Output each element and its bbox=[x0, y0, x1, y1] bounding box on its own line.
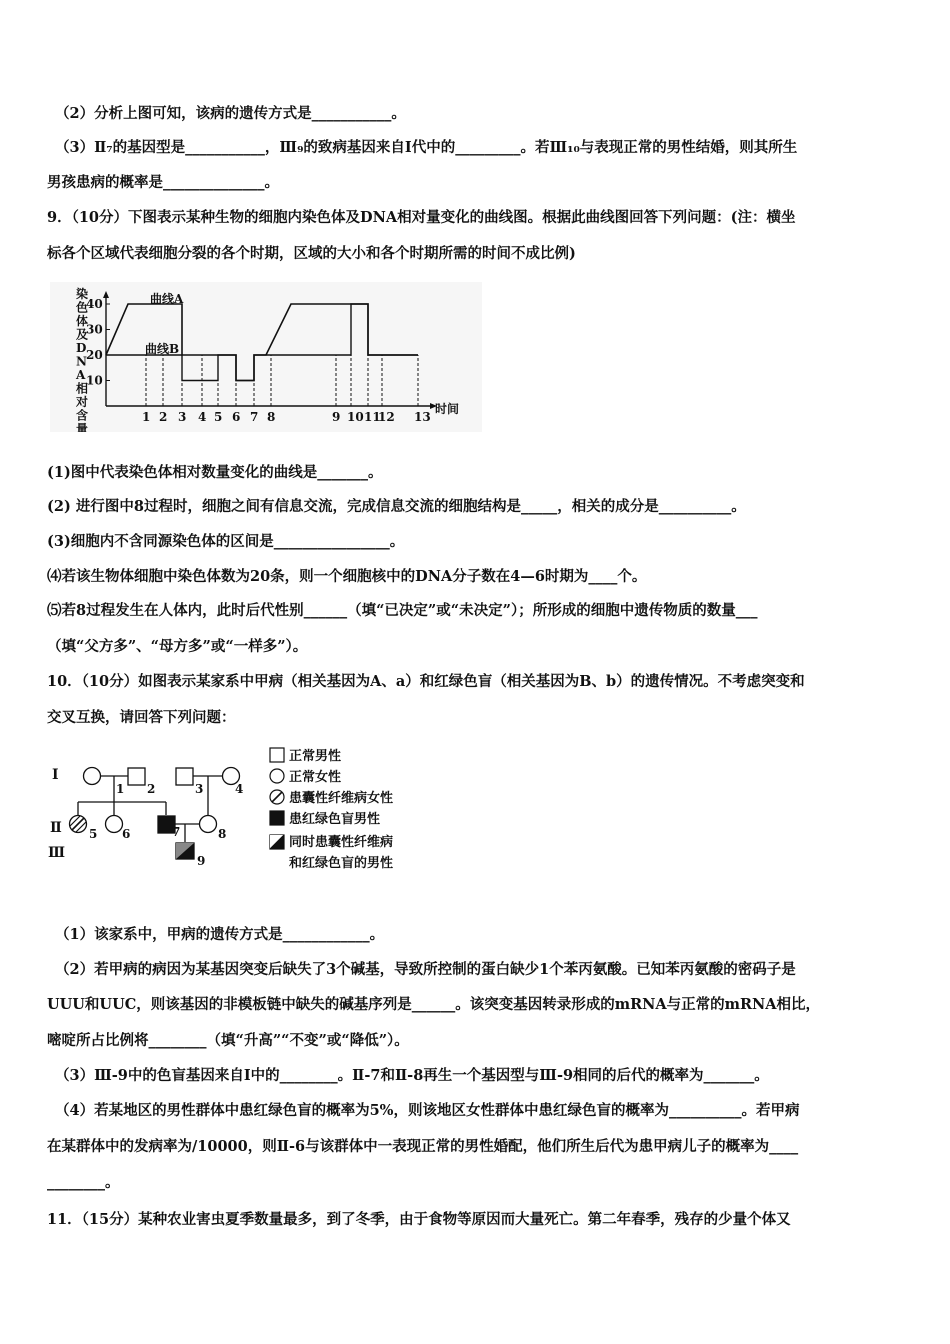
y-axis-label-char: 量 bbox=[76, 422, 89, 432]
x-tick-label: 8 bbox=[267, 410, 276, 424]
q10-q2-line1: （2）若甲病的病因为某基因突变后缺失了3个碱基，导致所控制的蛋白缺少1个苯丙氨酸。已知苯丙氨酸的密码子是 bbox=[55, 961, 796, 978]
x-tick-label: 1 bbox=[142, 410, 151, 424]
x-tick-label: 9 bbox=[332, 410, 341, 424]
q9-stem-line1: 9．（10分）下图表示某种生物的细胞内染色体及DNA相对量变化的曲线图。根据此曲线图回答下列问题：(注：横坐 bbox=[47, 209, 796, 226]
y-axis-label-char: A bbox=[76, 368, 86, 382]
q9-q1: (1)图中代表染色体相对数量变化的曲线是_______。 bbox=[47, 464, 383, 481]
x-tick-label: 11 bbox=[364, 410, 381, 424]
id-8: 8 bbox=[218, 827, 227, 841]
q10-q4-line3: ________。 bbox=[47, 1174, 120, 1191]
legend-normal-female: 正常女性 bbox=[289, 770, 342, 785]
y-tick-label: 40 bbox=[86, 297, 103, 311]
q10-q4-line1: （4）若某地区的男性群体中患红绿色盲的概率为5%，则该地区女性群体中患红绿色盲的概率为__________。若甲病 bbox=[55, 1102, 800, 1119]
y-axis-label-char: 对 bbox=[76, 395, 89, 409]
x-tick-label: 10 bbox=[347, 410, 364, 424]
series-b-label: 曲线B bbox=[145, 342, 180, 356]
q9-q5-line1: ⑸若8过程发生在人体内，此时后代性别______（填“已决定”或“未决定”）；所形成的细胞中遗传物质的数量___ bbox=[47, 602, 758, 619]
q9-stem-line2: 标各个区域代表细胞分裂的各个时期，区域的大小和各个时期所需的时间不成比例) bbox=[47, 245, 576, 262]
y-tick-label: 30 bbox=[86, 322, 103, 337]
legend-normal-male: 正常男性 bbox=[289, 749, 342, 764]
individual-II-6 bbox=[106, 816, 123, 833]
legend-both-line1: 同时患囊性纤维病 bbox=[289, 835, 394, 850]
id-5: 5 bbox=[89, 827, 98, 841]
legend-colorblind-male: 患红绿色盲男性 bbox=[289, 812, 381, 827]
x-tick-label: 3 bbox=[178, 410, 187, 424]
x-tick-label: 2 bbox=[159, 410, 168, 424]
x-tick-label: 6 bbox=[232, 410, 241, 424]
x-tick-label: 7 bbox=[250, 410, 259, 424]
q9-q2: (2) 进行图中8过程时，细胞之间有信息交流，完成信息交流的细胞结构是_____，相关的成分是__________。 bbox=[47, 498, 746, 515]
legend-normal-male-icon bbox=[270, 748, 284, 762]
y-axis-label-char: 色 bbox=[76, 300, 89, 315]
q8-part3-line1: （3）Ⅱ₇的基因型是___________，Ⅲ₉的致病基因来自Ⅰ代中的_________。若Ⅲ₁₀与表现正常的男性结婚，则其所生 bbox=[55, 139, 798, 156]
individual-I-2 bbox=[128, 768, 145, 785]
q10-stem-line1: 10．（10分）如图表示某家系中甲病（相关基因为A、a）和红绿色盲（相关基因为B、b）的遗传情况。不考虑突变和 bbox=[47, 673, 805, 690]
y-axis-label-char: 相 bbox=[76, 381, 89, 396]
pedigree-svg bbox=[48, 742, 448, 882]
q9-chart-svg bbox=[50, 282, 482, 432]
individual-II-8 bbox=[200, 816, 217, 833]
y-axis-label-char: N bbox=[76, 354, 87, 369]
q10-q2-line3: 嘧啶所占比例将________（填“升高”“不变”或“降低”）。 bbox=[47, 1032, 409, 1049]
x-axis-label: 时间 bbox=[435, 402, 460, 416]
id-1: 1 bbox=[116, 782, 125, 796]
id-4: 4 bbox=[235, 782, 244, 796]
legend-both-line2: 和红绿色盲的男性 bbox=[289, 856, 394, 871]
id-9: 9 bbox=[197, 854, 206, 868]
q9-chart bbox=[50, 282, 482, 432]
id-3: 3 bbox=[195, 782, 204, 796]
y-axis-label-char: 染 bbox=[76, 287, 89, 301]
individual-I-3 bbox=[176, 768, 193, 785]
q10-stem-line2: 交叉互换，请回答下列问题： bbox=[47, 709, 236, 726]
y-tick-label: 10 bbox=[86, 373, 103, 388]
q10-q3: （3）Ⅲ-9中的色盲基因来自Ⅰ中的________。Ⅱ-7和Ⅱ-8再生一个基因型与Ⅲ-9相同的后代的概率为_______。 bbox=[55, 1067, 769, 1084]
individual-I-1 bbox=[84, 768, 101, 785]
y-axis-label-char: 及 bbox=[76, 327, 89, 342]
q9-q3: (3)细胞内不含同源染色体的区间是________________。 bbox=[47, 533, 405, 550]
q8-part3-line2: 男孩患病的概率是______________。 bbox=[47, 174, 279, 191]
id-7: 7 bbox=[172, 825, 181, 839]
x-tick-label: 13 bbox=[414, 410, 431, 424]
q11-stem-line1: 11．（15分）某种农业害虫夏季数量最多，到了冬季，由于食物等原因而大量死亡。第二年春季，残存的少量个体又 bbox=[47, 1211, 791, 1228]
y-axis-label-char: 含 bbox=[76, 408, 89, 423]
q10-q2-line2: UUU和UUC，则该基因的非模板链中缺失的碱基序列是______。该突变基因转录形成的mRNA与正常的mRNA相比， bbox=[47, 996, 821, 1013]
x-tick-label: 5 bbox=[214, 410, 223, 424]
legend-normal-female-icon bbox=[270, 769, 284, 783]
q8-part2: （2）分析上图可知，该病的遗传方式是___________。 bbox=[55, 105, 406, 122]
y-tick-label: 20 bbox=[86, 348, 103, 362]
generation-III-label: Ⅲ bbox=[48, 845, 66, 861]
generation-I-label: Ⅰ bbox=[52, 767, 59, 783]
legend-cf-female: 患囊性纤维病女性 bbox=[289, 791, 394, 806]
series-a-label: 曲线A bbox=[150, 292, 184, 306]
id-6: 6 bbox=[122, 827, 131, 841]
q10-q4-line2: 在某群体中的发病率为/10000，则Ⅱ-6与该群体中一表现正常的男性婚配，他们所生后代为患甲病儿子的概率为____ bbox=[47, 1138, 799, 1155]
y-axis-label-char: 体 bbox=[76, 314, 89, 328]
x-tick-label: 4 bbox=[198, 410, 207, 424]
q9-q4: ⑷若该生物体细胞中染色体数为20条，则一个细胞核中的DNA分子数在4—6时期为____个。 bbox=[47, 568, 647, 585]
q10-pedigree bbox=[48, 742, 448, 882]
legend-colorblind-male-icon bbox=[270, 811, 284, 825]
q10-q1: （1）该家系中，甲病的遗传方式是____________。 bbox=[55, 926, 385, 943]
generation-II-label: Ⅱ bbox=[50, 820, 62, 836]
x-tick-label: 12 bbox=[378, 410, 395, 424]
q9-q5-line2: （填“父方多”、“母方多”或“一样多”）。 bbox=[47, 638, 308, 655]
id-2: 2 bbox=[147, 782, 156, 796]
y-axis-label-char: D bbox=[76, 341, 87, 355]
